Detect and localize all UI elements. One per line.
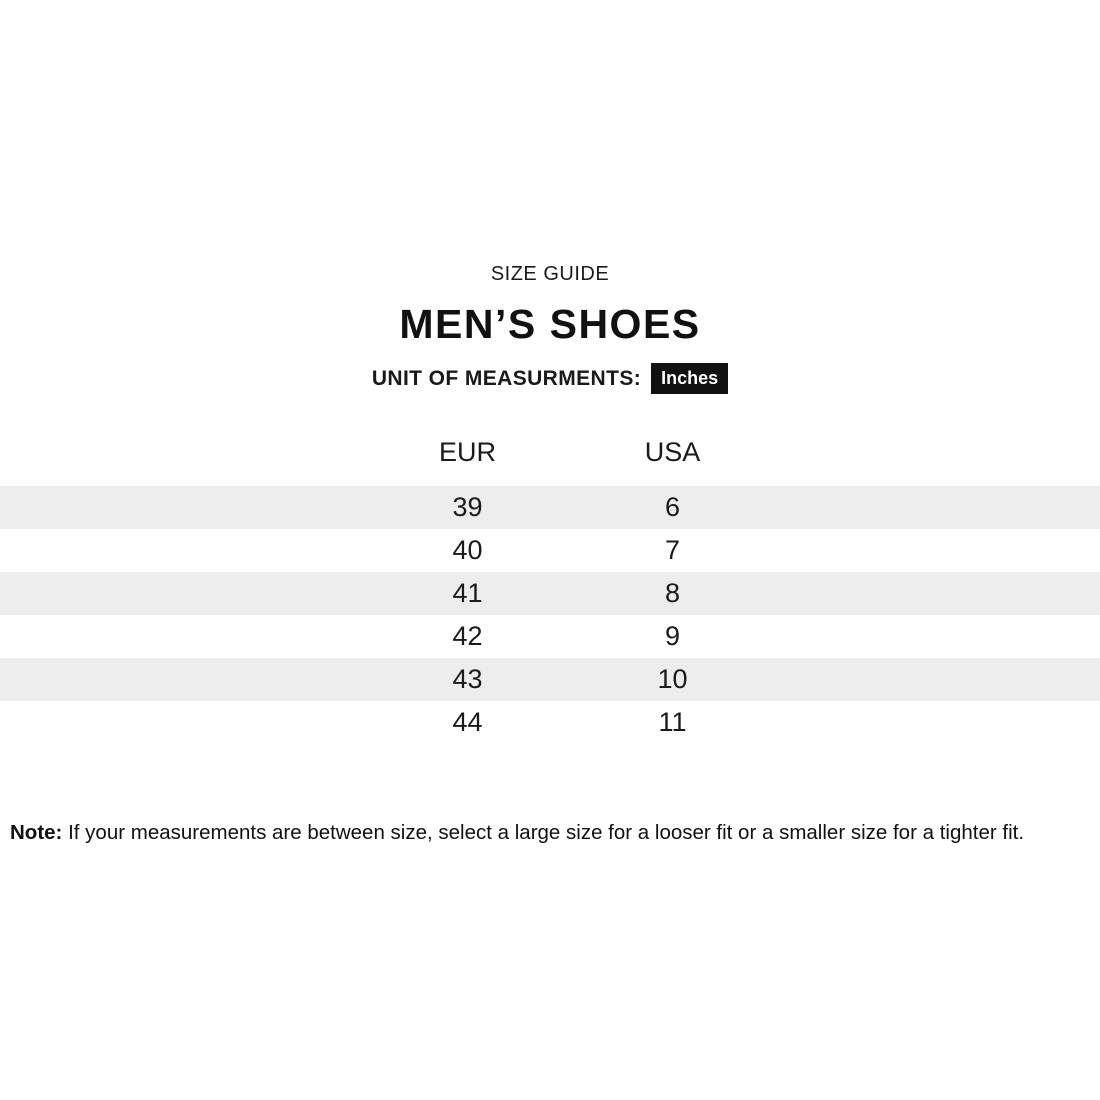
row-tail-cell — [775, 701, 1100, 744]
note-block — [10, 818, 1090, 847]
header-spacer-cell — [0, 428, 365, 486]
table-header-row — [0, 428, 1100, 486]
cell-eur: 42 — [365, 615, 570, 658]
cell-usa: 11 — [570, 701, 775, 744]
size-table — [0, 428, 1100, 744]
row-spacer-cell — [0, 529, 365, 572]
table-row — [0, 529, 1100, 572]
cell-eur: 40 — [365, 529, 570, 572]
page-header — [0, 0, 1100, 394]
eyebrow-label: SIZE GUIDE — [490, 263, 610, 285]
size-table-wrapper — [0, 428, 1100, 744]
row-spacer-cell — [0, 486, 365, 529]
unit-of-measurement-badge[interactable]: Inches — [651, 363, 728, 394]
row-spacer-cell — [0, 615, 365, 658]
row-tail-cell — [775, 572, 1100, 615]
table-row — [0, 658, 1100, 701]
column-header-usa: USA — [644, 436, 701, 467]
row-tail-cell — [775, 615, 1100, 658]
cell-eur: 41 — [365, 572, 570, 615]
cell-eur: 44 — [365, 701, 570, 744]
row-tail-cell — [775, 658, 1100, 701]
cell-eur: 39 — [365, 486, 570, 529]
table-row — [0, 486, 1100, 529]
row-tail-cell — [775, 486, 1100, 529]
header-tail-cell — [775, 428, 1100, 486]
unit-of-measurement-row — [0, 363, 1100, 394]
note-label: Note: — [10, 821, 63, 844]
cell-usa: 10 — [570, 658, 775, 701]
table-row — [0, 615, 1100, 658]
cell-usa: 8 — [570, 572, 775, 615]
size-table-body — [0, 486, 1100, 744]
note-text: If your measurements are between size, select a large size for a looser fit or a smaller size for a tighter fit. — [62, 821, 1025, 844]
size-table-header — [0, 428, 1100, 486]
unit-of-measurement-label: UNIT OF MEASURMENTS: — [371, 366, 642, 390]
column-header-eur: EUR — [438, 436, 496, 467]
cell-usa: 6 — [570, 486, 775, 529]
cell-usa: 7 — [570, 529, 775, 572]
table-row — [0, 701, 1100, 744]
row-tail-cell — [775, 529, 1100, 572]
cell-usa: 9 — [570, 615, 775, 658]
table-row — [0, 572, 1100, 615]
page-title: MEN’S SHOES — [399, 301, 701, 347]
row-spacer-cell — [0, 701, 365, 744]
cell-eur: 43 — [365, 658, 570, 701]
row-spacer-cell — [0, 658, 365, 701]
row-spacer-cell — [0, 572, 365, 615]
